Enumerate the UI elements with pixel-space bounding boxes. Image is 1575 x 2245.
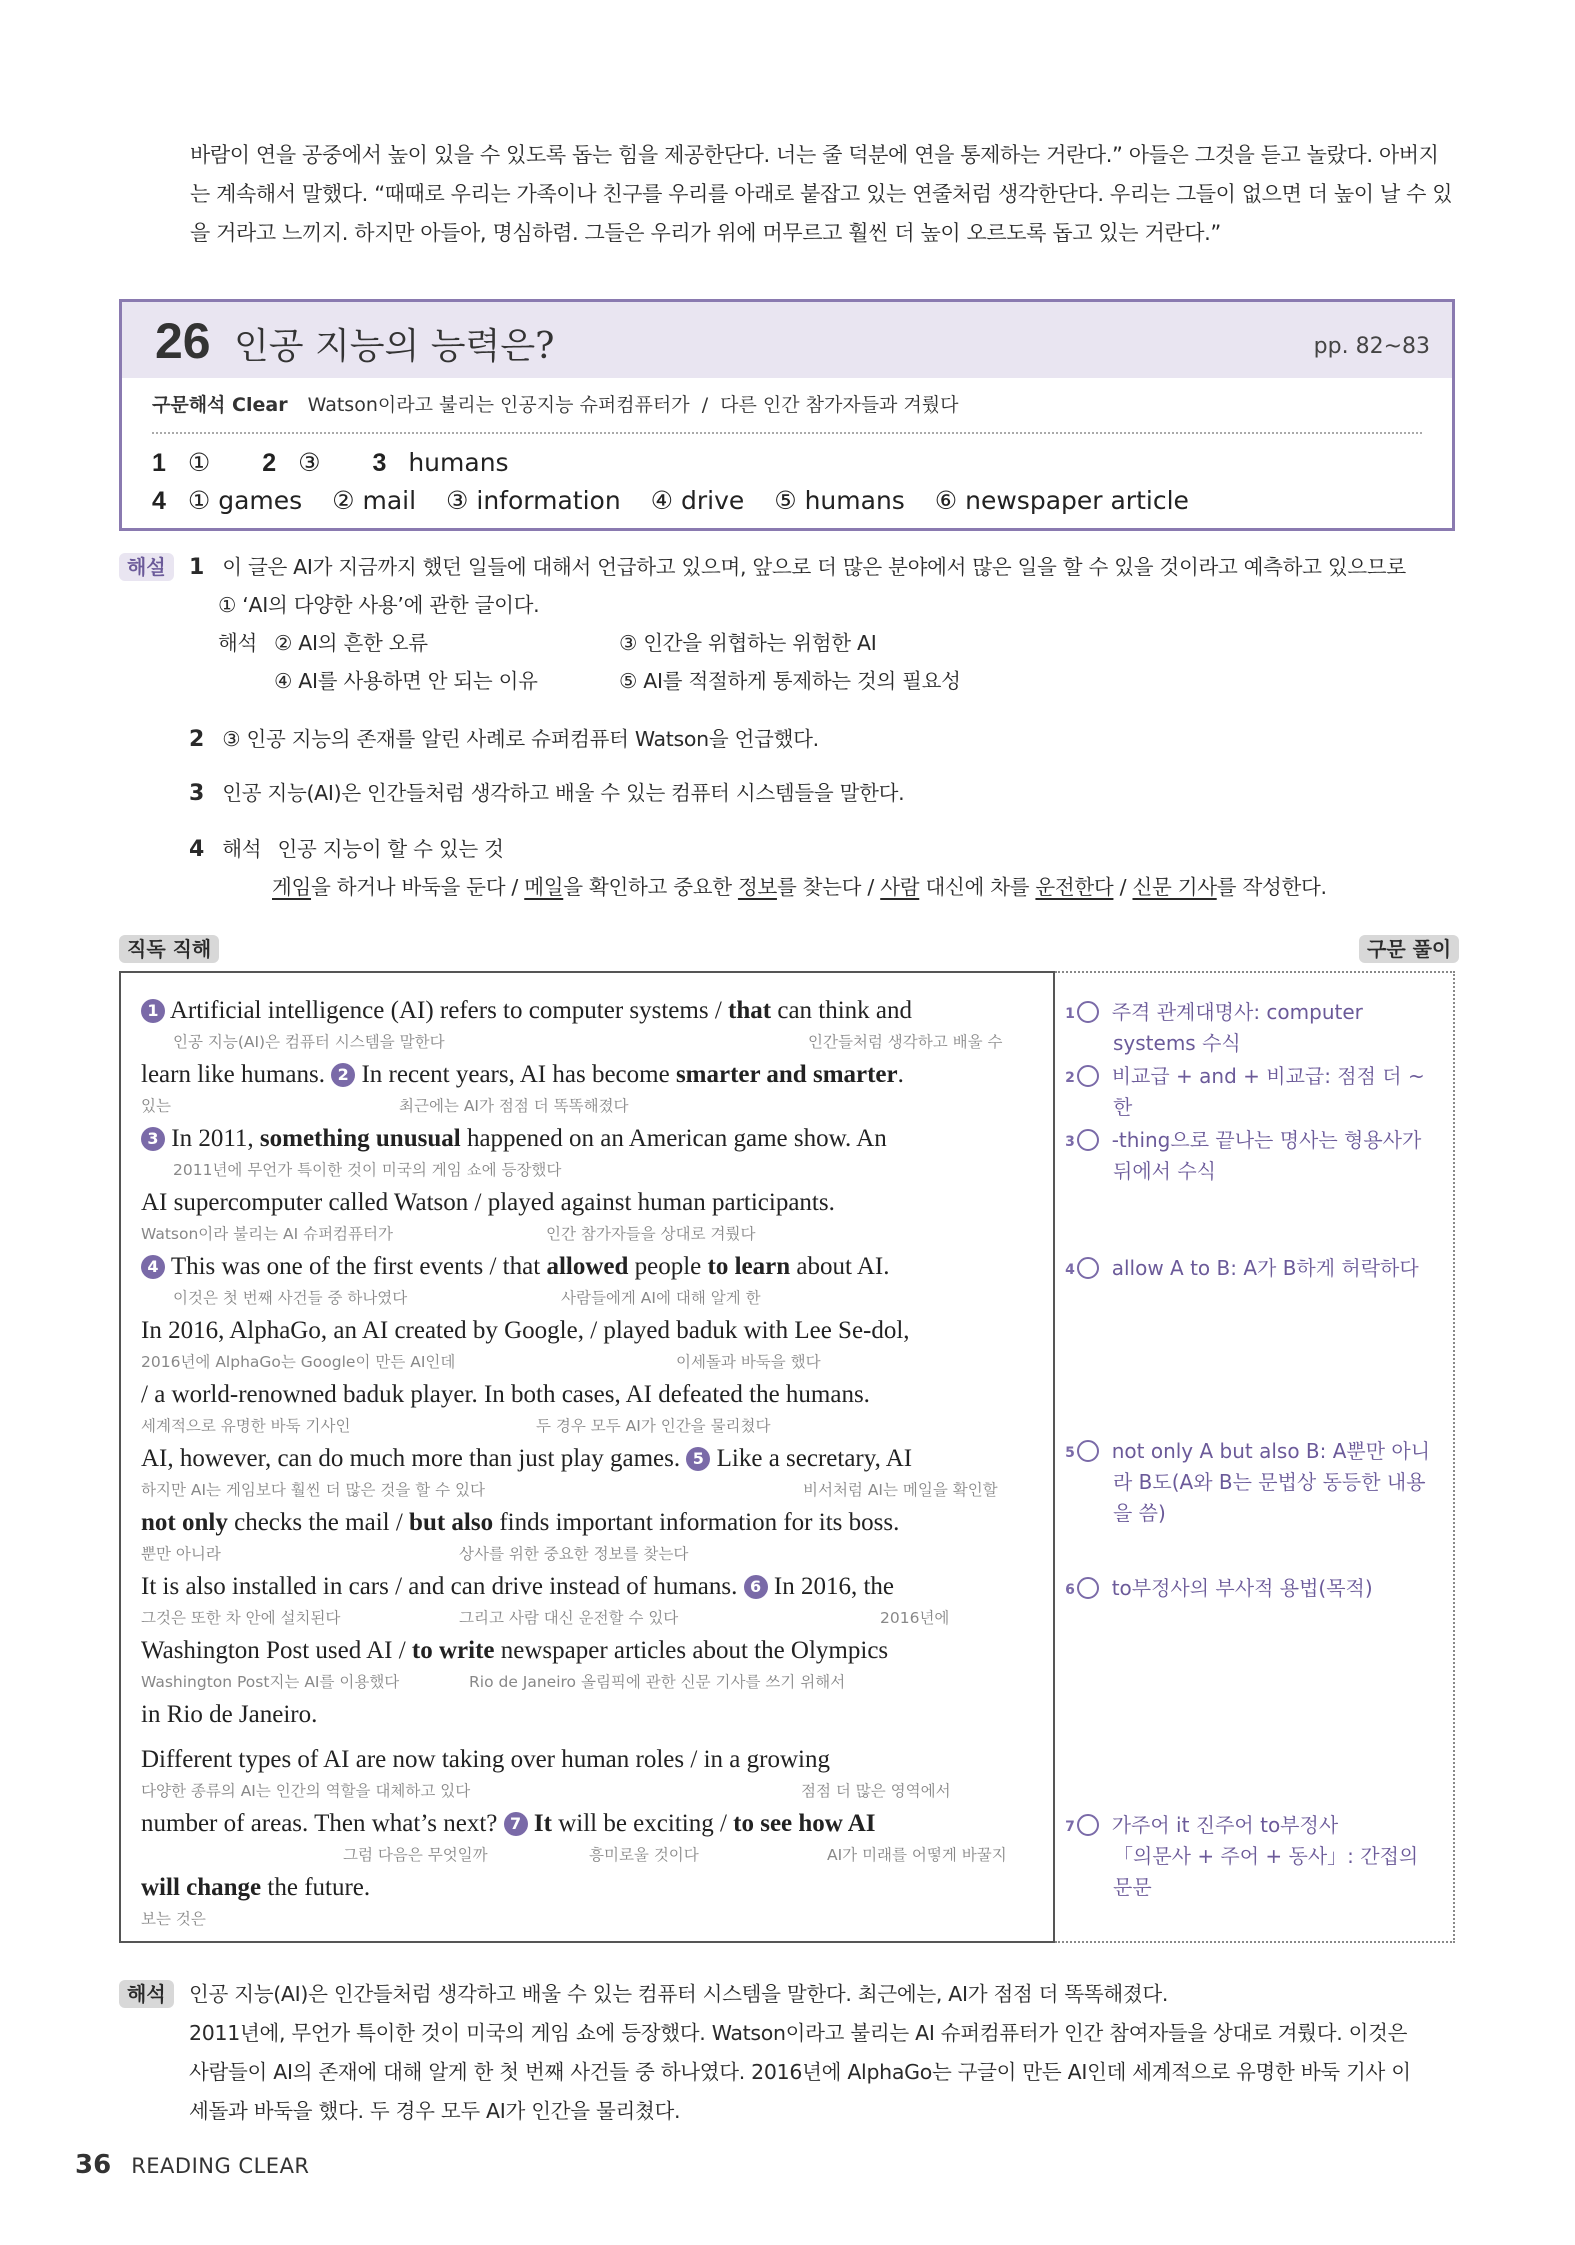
page-range: pp. 82~83: [1313, 334, 1430, 359]
note-item: [1065, 1573, 1437, 1604]
en-text: the future.: [261, 1874, 371, 1901]
en-bold: allowed: [546, 1253, 629, 1280]
en-text: learn like humans.: [141, 1061, 332, 1088]
answer-number: 2: [262, 449, 277, 477]
direct-reading-tag: 직독 직해: [119, 935, 219, 963]
translation-tag: 해석: [119, 1980, 174, 2008]
explanation-sub-label: 해석: [222, 837, 262, 861]
ko-gloss: Washington Post지는 AI를 이용했다: [141, 1673, 400, 1691]
reading-line: / a world-renowned baduk player. In both cases, AI defeated the humans.: [141, 1381, 870, 1408]
answer-value: ③ information: [446, 486, 621, 515]
answers-line-1: [152, 448, 509, 478]
note-item: [1065, 1810, 1437, 1903]
explanation-q2: [189, 720, 819, 759]
answer-number: 3: [372, 449, 387, 477]
structure-notes-header: [1359, 933, 1459, 962]
reading-line: [141, 1509, 899, 1537]
answer-value: ①: [187, 448, 211, 477]
en-bold: that: [728, 997, 772, 1024]
ko-gloss: 흥미로울 것이다: [589, 1846, 699, 1864]
en-bold: to see how AI: [733, 1810, 876, 1837]
text: 를 찾는다 /: [776, 875, 881, 899]
page-number: 36: [75, 2150, 112, 2180]
note-item: [1065, 1061, 1437, 1123]
reading-line: [141, 1253, 889, 1281]
ko-gloss: 인간 참가자들을 상대로 겨뤘다: [546, 1225, 756, 1243]
en-bold: to write: [411, 1637, 495, 1664]
ko-gloss: 이것은 첫 번째 사건들 중 하나였다: [173, 1289, 408, 1307]
keyword: 사람: [880, 875, 920, 899]
en-bold: to learn: [707, 1253, 791, 1280]
note-number: 6: [1077, 1577, 1099, 1599]
ko-gloss: 그럼 다음은 무엇일까: [343, 1846, 488, 1864]
en-text: happened on an American game show. An: [460, 1125, 887, 1152]
reading-line: [141, 1637, 888, 1665]
sentence-number: 1: [141, 999, 165, 1023]
structure-clear: [152, 390, 965, 417]
text: 대신에 차를: [919, 875, 1036, 899]
reading-line: In 2016, AlphaGo, an AI created by Google, / played baduk with Lee Se-dol,: [141, 1317, 910, 1344]
keyword: 신문 기사: [1132, 875, 1217, 899]
text: 을 확인하고 중요한: [563, 875, 738, 899]
ko-gloss: 다양한 종류의 AI는 인간의 역할을 대체하고 있다: [141, 1782, 471, 1800]
en-text: In 2011,: [171, 1125, 260, 1152]
intro-line: 는 계속해서 말했다. “때때로 우리는 가족이나 친구를 우리를 아래로 붙잡고 있는 연줄처럼 생각한단다. 우리는 그들이 없으면 더 높이 날 수 있: [190, 182, 1453, 206]
note-item: [1065, 1436, 1437, 1529]
note-item: [1065, 1125, 1437, 1187]
en-text: people: [628, 1253, 708, 1280]
wrong-option: ③ 인간을 위협하는 위험한 AI: [619, 631, 877, 655]
question-number: 1: [189, 555, 205, 580]
explanation-q3: [189, 774, 904, 813]
answer-box-header: [122, 302, 1452, 378]
en-text: Like a secretary, AI: [716, 1445, 913, 1472]
keyword: 운전한다: [1035, 875, 1114, 899]
explanation-section: [119, 551, 174, 580]
note-text: 비교급 + and + 비교급: 점점 더 ~한: [1111, 1064, 1425, 1119]
answer-number: 4: [152, 487, 166, 515]
sentence-number: 5: [686, 1447, 710, 1471]
answer-value: ① games: [187, 486, 303, 515]
reading-line: [141, 1125, 887, 1153]
explanation-text: 인공 지능(AI)은 인간들처럼 생각하고 배울 수 있는 컴퓨터 시스템들을 말한다.: [222, 781, 905, 805]
ko-gloss: 그것은 또한 차 안에 설치된다: [141, 1609, 341, 1627]
direct-reading-header: [119, 933, 219, 962]
note-text: 「의문사 + 주어 + 동사」: 간접의문문: [1113, 1844, 1419, 1899]
en-bold: something unusual: [259, 1125, 461, 1152]
reading-line: [141, 1573, 894, 1601]
ko-gloss: 점점 더 많은 영역에서: [801, 1782, 951, 1800]
reading-line: [141, 1061, 904, 1089]
structure-notes-box: [1055, 971, 1455, 1943]
explanation-text: ① ‘AI의 다양한 사용’에 관한 글이다.: [218, 593, 540, 617]
translation-line: 인공 지능(AI)은 인간들처럼 생각하고 배울 수 있는 컴퓨터 시스템을 말한다. 최근에는, AI가 점점 더 똑똑해졌다.: [189, 1982, 1169, 2006]
answer-value: ⑤ humans: [774, 486, 905, 515]
note-text: to부정사의 부사적 용법(목적): [1111, 1576, 1373, 1600]
explanation-sub-label: 해석: [218, 631, 258, 655]
wrong-option: ④ AI를 사용하면 안 되는 이유: [274, 669, 538, 693]
sentence-number: 6: [744, 1575, 768, 1599]
ko-gloss: 2011년에 무언가 특이한 것이 미국의 게임 쇼에 등장했다: [173, 1161, 562, 1179]
answer-value: ③: [298, 448, 321, 477]
en-text: will be exciting /: [551, 1810, 734, 1837]
ko-gloss: 인간들처럼 생각하고 배울 수: [808, 1033, 1003, 1051]
ko-gloss: 있는: [141, 1097, 171, 1115]
reading-line: AI supercomputer called Watson / played against human participants.: [141, 1189, 835, 1216]
en-text: AI, however, can do much more than just play games.: [141, 1445, 687, 1472]
note-number: 7: [1077, 1814, 1099, 1836]
structure-clear-label: 구문해석 Clear: [152, 394, 288, 416]
text: 를 작성한다.: [1216, 875, 1327, 899]
note-text: 주격 관계대명사: computer systems 수식: [1111, 1000, 1363, 1055]
translation-line: 세돌과 바둑을 했다. 두 경우 모두 AI가 인간을 물리쳤다.: [189, 2099, 681, 2123]
en-bold: but also: [409, 1509, 494, 1536]
structure-clear-text: 다른 인간 참가자들과 겨뤘다: [720, 394, 959, 416]
translation-line: 2011년에, 무언가 특이한 것이 미국의 게임 쇼에 등장했다. Watson이라고 불리는 AI 슈퍼컴퓨터가 인간 참여자들을 상대로 겨뤘다. 이것은: [189, 2021, 1408, 2045]
en-bold: will change: [141, 1874, 262, 1901]
reading-line: [141, 1874, 370, 1902]
note-number: 3: [1077, 1129, 1099, 1151]
en-text: number of areas. Then what’s next?: [141, 1810, 504, 1837]
translation-text: [189, 1975, 1529, 2131]
ko-gloss: AI가 미래를 어떻게 바꿀지: [827, 1846, 1007, 1864]
note-number: 5: [1077, 1440, 1099, 1462]
note-number: 4: [1077, 1257, 1099, 1279]
note-item: [1065, 1253, 1437, 1284]
answers-line-2: [152, 486, 1189, 516]
unit-title: 인공 지능의 능력은?: [234, 326, 555, 367]
page-footer: [75, 2150, 310, 2180]
sentence-number: 3: [141, 1127, 165, 1151]
en-text: finds important information for its boss.: [493, 1509, 900, 1536]
ko-gloss: 그리고 사람 대신 운전할 수 있다: [459, 1609, 679, 1627]
en-text: This was one of the first events / that: [170, 1253, 547, 1280]
en-text: It is also installed in cars / and can drive instead of humans.: [141, 1573, 744, 1600]
ko-gloss: 보는 것은: [141, 1910, 206, 1928]
ko-gloss: 상사를 위한 중요한 정보를 찾는다: [459, 1545, 689, 1563]
slash: /: [701, 394, 709, 416]
en-text: can think and: [771, 997, 913, 1024]
answer-value: ④ drive: [650, 486, 745, 515]
answer-value: humans: [408, 448, 509, 477]
sentence-number: 4: [141, 1255, 165, 1279]
en-bold: not only: [141, 1509, 228, 1536]
ko-gloss: 두 경우 모두 AI가 인간을 물리쳤다: [536, 1417, 771, 1435]
dotted-divider: [152, 432, 1422, 434]
keyword: 메일: [524, 875, 564, 899]
ko-gloss: 이세돌과 바둑을 했다: [676, 1353, 821, 1371]
answer-value: ② mail: [332, 486, 417, 515]
en-text: newspaper articles about the Olympics: [494, 1637, 889, 1664]
wrong-option: ② AI의 흔한 오류: [274, 631, 428, 655]
note-text: not only A but also B: A뿐만 아니라 B도(A와 B는 문법상 동등한 내용을 씀): [1111, 1439, 1431, 1525]
translation-header: [119, 1978, 174, 2007]
wrong-option: ⑤ AI를 적절하게 통제하는 것의 필요성: [619, 669, 961, 693]
translation-line: 사람들이 AI의 존재에 대해 알게 한 첫 번째 사건들 중 하나였다. 2016년에 AlphaGo는 구글이 만든 AI인데 세계적으로 유명한 바둑 기사 이: [189, 2060, 1411, 2084]
question-number: 4: [189, 837, 205, 862]
structure-clear-text: Watson이라고 불리는 인공지능 슈퍼컴퓨터가: [307, 394, 690, 416]
direct-reading-box: [119, 971, 1055, 1943]
en-text: about AI.: [790, 1253, 890, 1280]
explanation-q1: [189, 548, 1406, 587]
intro-line: 을 거라고 느끼지. 하지만 아들아, 명심하렴. 그들은 우리가 위에 머무르고 훨씬 더 높이 오르도록 돕고 있는 거란다.”: [190, 221, 1221, 245]
ko-gloss: 2016년에 AlphaGo는 Google이 만든 AI인데: [141, 1353, 456, 1371]
ko-gloss: 2016년에: [880, 1609, 950, 1627]
unit-number: 26: [155, 313, 211, 369]
keyword: 정보: [737, 875, 777, 899]
ko-gloss: Watson이라 불리는 AI 슈퍼컴퓨터가: [141, 1225, 393, 1243]
book-title: READING CLEAR: [131, 2154, 310, 2178]
ko-gloss: 사람들에게 AI에 대해 알게 한: [561, 1289, 761, 1307]
explanation-text: ③ 인공 지능의 존재를 알린 사례로 슈퍼컴퓨터 Watson을 언급했다.: [222, 727, 819, 751]
en-text: .: [897, 1061, 904, 1088]
explanation-q4-detail: [272, 868, 1327, 907]
note-text: 가주어 it 진주어 to부정사: [1111, 1813, 1339, 1837]
ko-gloss: 비서처럼 AI는 메일을 확인할: [803, 1481, 998, 1499]
keyword: 게임: [272, 875, 312, 899]
reading-line: [141, 1445, 912, 1473]
sentence-number: 7: [504, 1812, 528, 1836]
reading-line: [141, 1810, 876, 1838]
note-number: 1: [1077, 1001, 1099, 1023]
ko-gloss: 최근에는 AI가 점점 더 똑똑해졌다: [399, 1097, 629, 1115]
intro-paragraph: [190, 136, 1460, 253]
explanation-text: 인공 지능이 할 수 있는 것: [277, 837, 504, 861]
explanation-text: 이 글은 AI가 지금까지 했던 일들에 대해서 언급하고 있으며, 앞으로 더 많은 분야에서 많은 일을 할 수 있을 것이라고 예측하고 있으므로: [222, 555, 1406, 579]
en-text: Artificial intelligence (AI) refers to computer systems /: [169, 997, 729, 1024]
answer-box: [119, 299, 1455, 531]
en-text: Washington Post used AI /: [141, 1637, 412, 1664]
en-text: In 2016, the: [773, 1573, 894, 1600]
answer-value: ⑥ newspaper article: [934, 486, 1189, 515]
question-number: 2: [189, 727, 205, 752]
structure-notes-tag: 구문 풀이: [1359, 935, 1459, 963]
en-text: In recent years, AI has become: [361, 1061, 676, 1088]
note-text: allow A to B: A가 B하게 허락하다: [1111, 1256, 1419, 1280]
reading-line: [141, 997, 912, 1025]
ko-gloss: 인공 지능(AI)은 컴퓨터 시스템을 말한다: [173, 1033, 445, 1051]
text: 을 하거나 바둑을 둔다 /: [311, 875, 525, 899]
reading-line: in Rio de Janeiro.: [141, 1701, 318, 1728]
ko-gloss: 세계적으로 유명한 바둑 기사인: [141, 1417, 351, 1435]
ko-gloss: 하지만 AI는 게임보다 훨씬 더 많은 것을 할 수 있다: [141, 1481, 486, 1499]
note-item: [1065, 997, 1437, 1059]
note-number: 2: [1077, 1065, 1099, 1087]
reading-line: Different types of AI are now taking over human roles / in a growing: [141, 1746, 830, 1773]
question-number: 3: [189, 781, 205, 806]
ko-gloss: Rio de Janeiro 올림픽에 관한 신문 기사를 쓰기 위해서: [469, 1673, 846, 1691]
explanation-q4: [189, 830, 504, 869]
answer-number: 1: [152, 449, 166, 477]
note-text: -thing으로 끝나는 명사는 형용사가 뒤에서 수식: [1111, 1128, 1422, 1183]
explanation-tag: 해설: [119, 553, 174, 581]
intro-line: 바람이 연을 공중에서 높이 있을 수 있도록 돕는 힘을 제공한단다. 너는 줄 덕분에 연을 통제하는 거란다.” 아들은 그것을 듣고 놀랐다. 아버지: [190, 143, 1439, 167]
sentence-number: 2: [331, 1063, 355, 1087]
en-bold: smarter and smarter: [675, 1061, 898, 1088]
en-bold: It: [533, 1810, 552, 1837]
en-text: checks the mail /: [227, 1509, 410, 1536]
text: /: [1113, 875, 1133, 899]
ko-gloss: 뿐만 아니라: [141, 1545, 221, 1563]
